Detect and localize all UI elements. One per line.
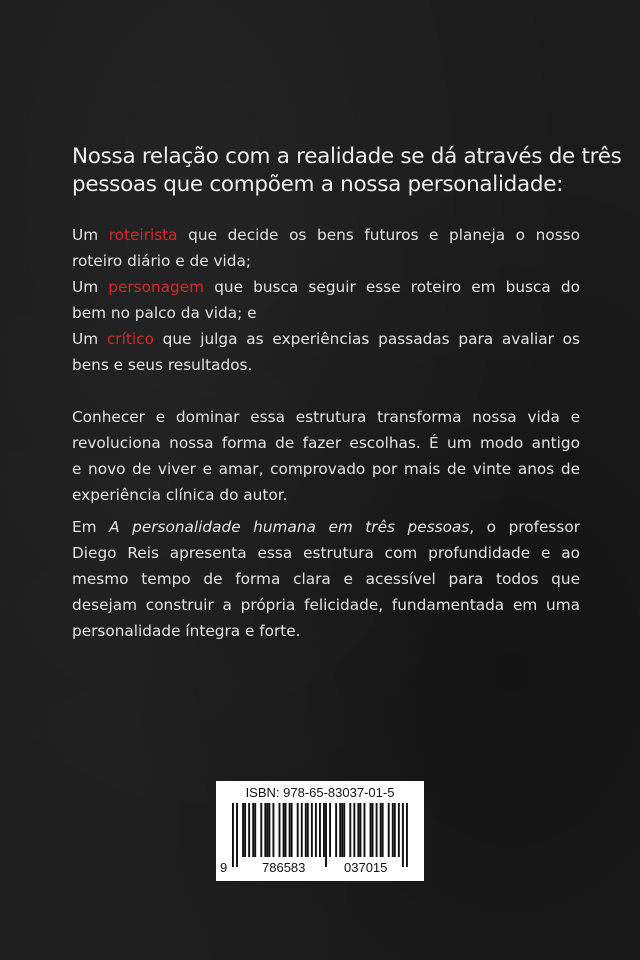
barcode-bar (264, 803, 266, 857)
role-prefix: Um (72, 330, 107, 348)
barcode-bar (268, 803, 270, 857)
paragraph-structure (72, 404, 580, 508)
barcode-bar (272, 803, 274, 857)
role-prefix: Um (72, 278, 109, 296)
barcode-bar (323, 803, 325, 857)
barcode-bar (339, 803, 341, 857)
barcode-bar (382, 803, 384, 857)
barcode-bar (353, 803, 355, 857)
cover-heading (72, 143, 622, 199)
roles-list (72, 222, 580, 378)
barcode-bar (305, 803, 307, 857)
barcode-bar (406, 803, 408, 867)
barcode-bar (260, 803, 262, 857)
barcode-bar (398, 803, 400, 857)
paragraph-line: mesmo tempo de forma clara e acessível para todos que (72, 570, 580, 588)
role-text-continued: bem no palco da vida; e (72, 304, 257, 322)
paragraph-line: revoluciona nossa forma de fazer escolhas. É um modo antigo (72, 434, 580, 452)
barcode-bar (325, 803, 327, 867)
paragraph-suffix: , o professor (469, 518, 580, 536)
role-text: que decide os bens futuros e planeja o nosso (177, 226, 580, 244)
paragraph-line: experiência clínica do autor. (72, 486, 288, 504)
barcode-bar (341, 803, 343, 857)
barcode-bar (289, 803, 291, 857)
barcode-bar (311, 803, 313, 857)
barcode-bar (349, 803, 351, 857)
role-text-continued: bens e seus resultados. (72, 356, 253, 374)
barcode-bar (291, 803, 293, 857)
barcode-bar (335, 803, 337, 857)
barcode-bar (359, 803, 361, 857)
paragraph-line (72, 514, 580, 540)
barcode-bar (283, 803, 285, 857)
barcode-bar (370, 803, 372, 857)
barcode-digit-first: 9 (220, 860, 228, 875)
barcode-bar (266, 803, 268, 857)
barcode-bar (343, 803, 345, 857)
barcode-bar (394, 803, 396, 857)
barcode-bar (392, 803, 394, 857)
barcode-bar (380, 803, 382, 857)
role-line (72, 274, 580, 300)
barcode-bar (236, 803, 238, 867)
barcode-bar (402, 803, 404, 867)
heading-line-2: pessoas que compõem a nossa personalidade: (72, 172, 564, 197)
paragraph-line: e novo de viver e amar, comprovado por mais de vinte anos de (72, 460, 580, 478)
book-title: A personalidade humana em três pessoas (109, 518, 470, 536)
barcode-bars (232, 803, 408, 867)
role-item-critico (72, 326, 580, 378)
barcode-bar (363, 803, 365, 857)
barcode-bar (297, 803, 299, 857)
barcode-bar (242, 803, 244, 857)
role-text: que julga as experiências passadas para avaliar os (153, 330, 580, 348)
paragraph-book-description (72, 514, 580, 644)
barcode-bar (285, 803, 287, 857)
barcode-bar (372, 803, 374, 857)
barcode-bar (388, 803, 390, 857)
paragraph-line: personalidade íntegra e forte. (72, 622, 301, 640)
role-text: que busca seguir esse roteiro em busca do (204, 278, 580, 296)
role-item-personagem (72, 274, 580, 326)
barcode-bar (244, 803, 246, 857)
role-name-critico: crítico (106, 330, 154, 348)
paragraph-line: Conhecer e dominar essa estrutura transforma nossa vida e (72, 408, 580, 426)
role-item-roteirista (72, 222, 580, 274)
barcode-digits-left: 786583 (262, 860, 306, 875)
role-text-continued: roteiro diário e de vida; (72, 252, 252, 270)
barcode-bar (329, 803, 331, 857)
barcode-bar (252, 803, 254, 857)
barcode-bar (315, 803, 317, 857)
isbn-barcode (216, 781, 424, 881)
barcode-bar (254, 803, 256, 857)
heading-line-1: Nossa relação com a realidade se dá através de três (72, 144, 622, 169)
barcode-bar (279, 803, 281, 857)
barcode-digits-right: 037015 (344, 860, 388, 875)
role-name-personagem: personagem (108, 278, 205, 296)
paragraph-line: desejam construir a própria felicidade, fundamentada em uma (72, 596, 580, 614)
role-line (72, 222, 580, 248)
role-prefix: Um (72, 226, 109, 244)
barcode-bar (301, 803, 303, 857)
barcode-bar (357, 803, 359, 857)
barcode-bar (307, 803, 309, 857)
paragraph-line: Diego Reis apresenta essa estrutura com profundidade e ao (72, 544, 580, 562)
barcode-bar (319, 803, 321, 857)
barcode-bar (248, 803, 250, 857)
isbn-label: ISBN: 978-65-83037-01-5 (245, 785, 395, 800)
barcode-bar (376, 803, 378, 857)
role-name-roteirista: roteirista (108, 226, 178, 244)
barcode-bar (232, 803, 234, 867)
role-line (72, 326, 580, 352)
paragraph-prefix: Em (72, 518, 110, 536)
